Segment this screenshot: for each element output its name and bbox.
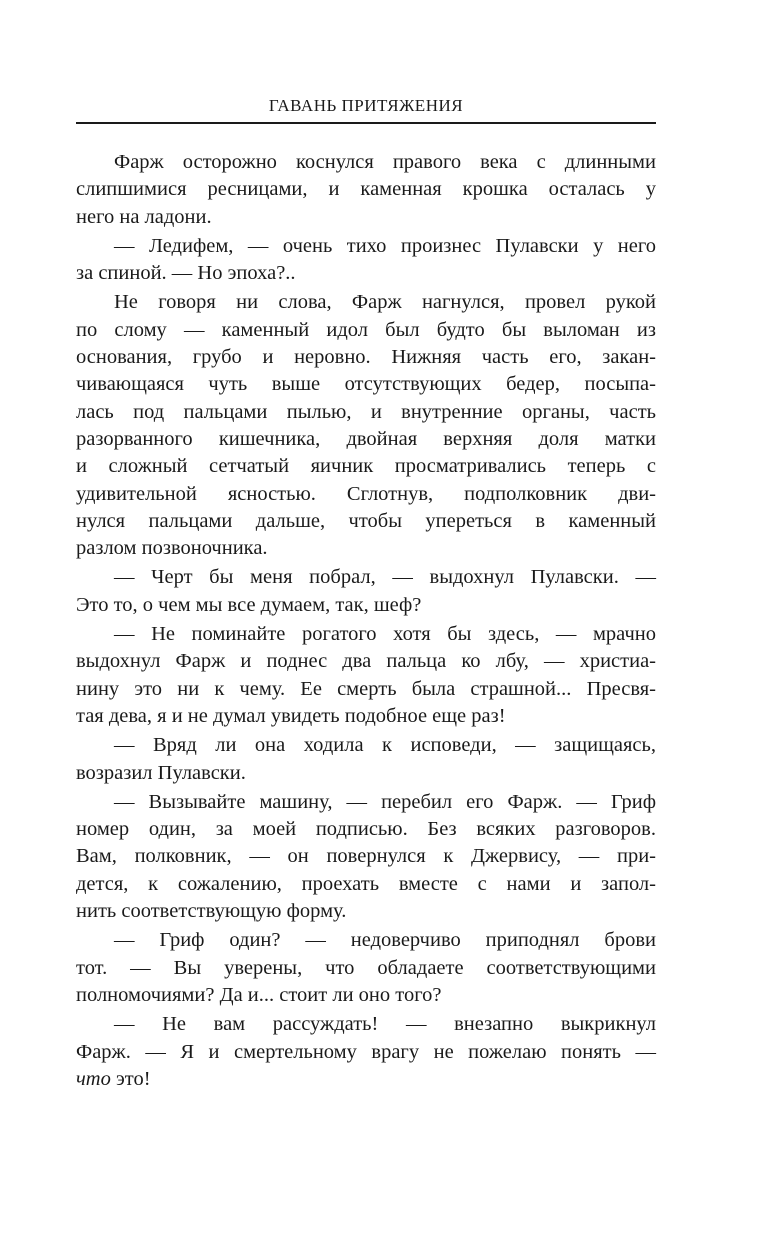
text-line: по слому — каменный идол был будто бы выломан из: [76, 318, 656, 341]
text-line: чивающаяся чуть выше отсутствующих бедер, посыпа-: [76, 373, 656, 396]
paragraph: [76, 1011, 656, 1093]
paragraph: [76, 289, 656, 562]
text-line: полномочиями? Да и... стоит ли оно того?: [76, 983, 442, 1006]
text-line: лась под пальцами пылью, и внутренние органы, часть: [76, 400, 656, 423]
text-line: — Ледифем, — очень тихо произнес Пулавски у него: [114, 234, 656, 257]
paragraph: [76, 621, 656, 730]
text-line: — Не поминайте рогатого хотя бы здесь, — мрачно: [114, 623, 656, 646]
paragraph: [76, 233, 656, 288]
text-line: — Черт бы меня побрал, — выдохнул Пулавски. —: [114, 566, 656, 589]
text-line: Вам, полковник, — он повернулся к Джервису, — при-: [76, 845, 656, 868]
text-line: тая дева, я и не думал увидеть подобное еще раз!: [76, 704, 506, 727]
text-line: возразил Пулавски.: [76, 761, 246, 784]
text-line: — Вряд ли она ходила к исповеди, — защищаясь,: [114, 734, 656, 757]
text-line: дется, к сожалению, проехать вместе с нами и запол-: [76, 872, 656, 895]
text-line: нить соответствующую форму.: [76, 900, 347, 923]
text-line: Не говоря ни слова, Фарж нагнулся, провел рукой: [114, 291, 656, 314]
text-line: нулся пальцами дальше, чтобы упереться в каменный: [76, 509, 656, 532]
text-line: разорванного кишечника, двойная верхняя доля матки: [76, 427, 656, 450]
text-line: Фарж осторожно коснулся правого века с длинными: [114, 151, 656, 173]
body-text: [76, 149, 656, 1095]
paragraph: [76, 149, 656, 231]
header-rule: [76, 122, 656, 124]
text-line: основания, грубо и неровно. Нижняя часть его, закан-: [76, 346, 656, 369]
running-head: ГАВАНЬ ПРИТЯЖЕНИЯ: [268, 96, 464, 115]
text-line: слипшимися ресницами, и каменная крошка осталась у: [76, 178, 656, 201]
text-line: тот. — Вы уверены, что обладаете соответствующими: [76, 956, 656, 979]
text-line: разлом позвоночника.: [76, 537, 268, 560]
text-line: номер один, за моей подписью. Без всяких разговоров.: [76, 818, 656, 841]
text-line: удивительной ясностью. Сглотнув, подполковник дви-: [76, 482, 656, 505]
paragraph: [76, 789, 656, 925]
text-line: — Вызывайте машину, — перебил его Фарж. — Гриф: [114, 790, 656, 813]
text-fragment: это!: [110, 1067, 151, 1090]
text-line: нину это ни к чему. Ее смерть была страшной... Пресвя-: [76, 677, 656, 700]
text-line: и сложный сетчатый яичник просматривались теперь с: [76, 455, 656, 478]
italic-word: что: [76, 1067, 111, 1090]
text-line: него на ладони.: [76, 205, 212, 228]
paragraph: [76, 927, 656, 1009]
text-line: — Не вам рассуждать! — внезапно выкрикнул: [114, 1013, 656, 1036]
text-line: — Гриф один? — недоверчиво приподнял брови: [114, 929, 656, 952]
paragraph: [76, 732, 656, 787]
text-line: выдохнул Фарж и поднес два пальца ко лбу, — христиа-: [76, 650, 656, 673]
text-line: Фарж. — Я и смертельному врагу не пожелаю понять —: [76, 1040, 656, 1063]
text-line: Это то, о чем мы все думаем, так, шеф?: [76, 593, 422, 616]
text-line: за спиной. — Но эпоха?..: [76, 262, 296, 285]
text-line: [76, 1066, 656, 1093]
paragraph: [76, 564, 656, 619]
